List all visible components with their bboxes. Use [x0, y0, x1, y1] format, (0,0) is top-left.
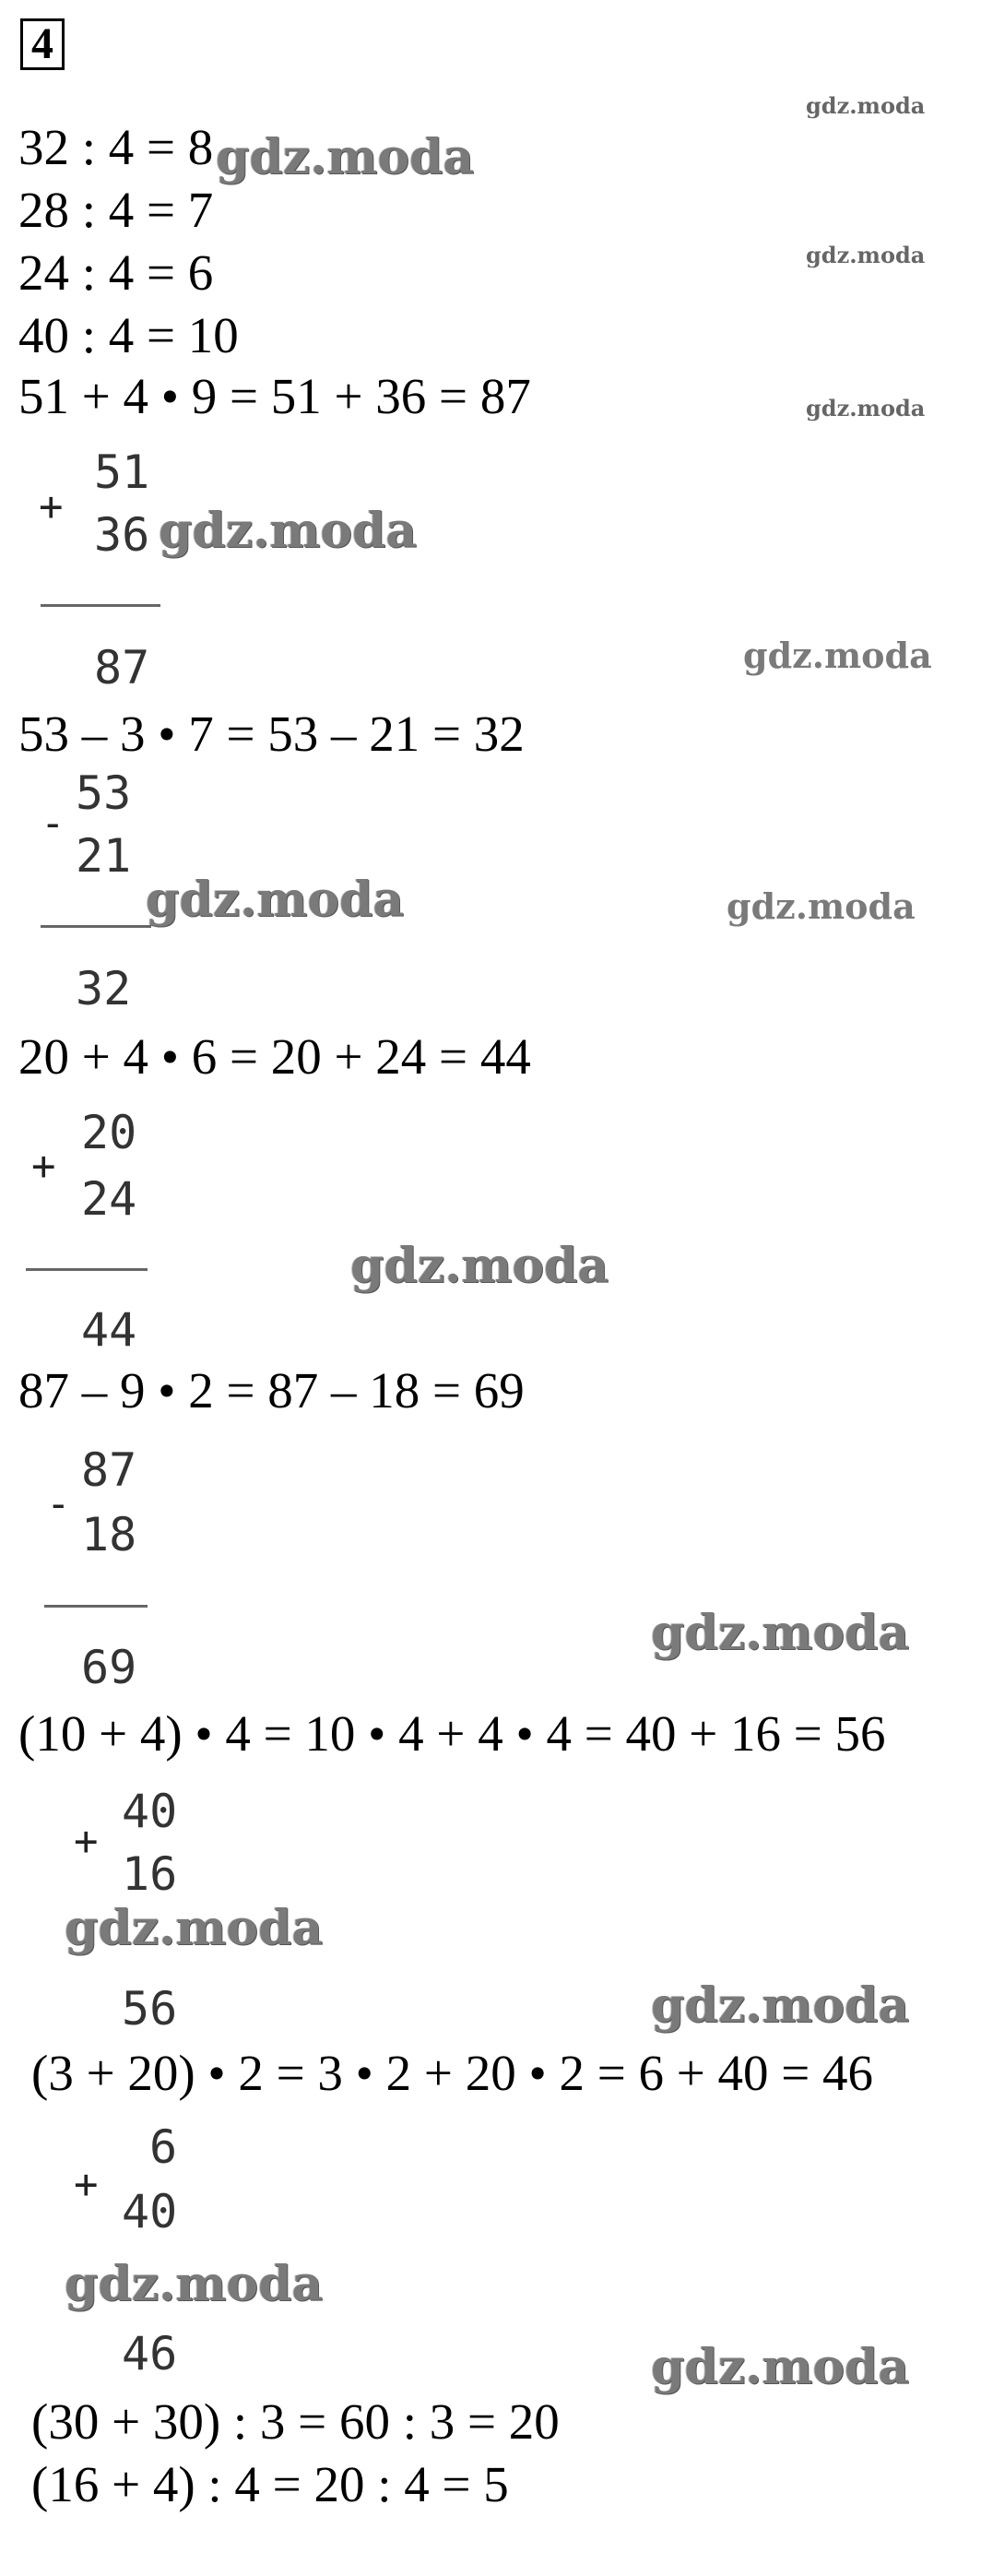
column-rule	[26, 1268, 148, 1271]
equation-line: 53 – 3 • 7 = 53 – 21 = 32	[18, 706, 525, 762]
column-sign: +	[74, 1818, 99, 1865]
column-bottom: 24	[81, 1172, 137, 1226]
watermark: gdz.moda	[743, 635, 932, 676]
equation-line: 51 + 4 • 9 = 51 + 36 = 87	[18, 368, 531, 424]
column-sign: -	[41, 800, 65, 847]
column-sign: +	[31, 1143, 56, 1190]
column-top: 40	[122, 1785, 178, 1838]
watermark: gdz.moda	[216, 129, 475, 185]
column-sign: +	[74, 2161, 99, 2208]
equation-line: 20 + 4 • 6 = 20 + 24 = 44	[18, 1028, 531, 1085]
equation-line: 24 : 4 = 6	[18, 244, 214, 301]
watermark: gdz.moda	[159, 503, 418, 559]
column-top: 53	[76, 766, 132, 820]
column-bottom: 18	[81, 1508, 137, 1561]
equation-line: 87 – 9 • 2 = 87 – 18 = 69	[18, 1362, 525, 1419]
equation-line: (3 + 20) • 2 = 3 • 2 + 20 • 2 = 6 + 40 = 46	[31, 2045, 874, 2101]
column-bottom: 40	[122, 2185, 178, 2238]
column-rule	[41, 604, 160, 607]
column-top: 51	[94, 445, 150, 499]
column-sign: +	[39, 483, 64, 530]
equation-line: 40 : 4 = 10	[18, 307, 239, 363]
watermark: gdz.moda	[727, 885, 916, 927]
column-result: 56	[122, 1982, 178, 2036]
column-result: 87	[94, 641, 150, 694]
watermark: gdz.moda	[806, 92, 926, 119]
column-result: 69	[81, 1641, 137, 1694]
column-top: 20	[81, 1106, 137, 1159]
column-bottom: 21	[76, 829, 132, 883]
watermark: gdz.moda	[65, 1900, 324, 1956]
column-sign: -	[46, 1480, 71, 1527]
column-result: 46	[122, 2327, 178, 2380]
column-result: 32	[76, 962, 132, 1015]
column-rule	[44, 1605, 148, 1608]
watermark: gdz.moda	[651, 1605, 910, 1661]
equation-line: (30 + 30) : 3 = 60 : 3 = 20	[31, 2393, 560, 2450]
equation-line: 28 : 4 = 7	[18, 182, 214, 238]
watermark: gdz.moda	[651, 1977, 910, 2034]
watermark: gdz.moda	[651, 2339, 910, 2395]
watermark: gdz.moda	[806, 395, 926, 421]
equation-line: (10 + 4) • 4 = 10 • 4 + 4 • 4 = 40 + 16 = 56	[18, 1705, 886, 1762]
watermark: gdz.moda	[806, 242, 926, 268]
column-top: 6	[149, 2120, 178, 2174]
column-bottom: 16	[122, 1847, 178, 1901]
equation-line: (16 + 4) : 4 = 20 : 4 = 5	[31, 2456, 509, 2512]
task-number: 4	[20, 18, 65, 70]
column-top: 87	[81, 1443, 137, 1497]
column-rule	[41, 925, 151, 928]
watermark: gdz.moda	[146, 872, 405, 928]
column-result: 44	[81, 1303, 137, 1357]
equation-line: 32 : 4 = 8	[18, 119, 214, 175]
watermark: gdz.moda	[350, 1238, 609, 1294]
watermark: gdz.moda	[65, 2256, 324, 2312]
column-bottom: 36	[94, 508, 150, 562]
